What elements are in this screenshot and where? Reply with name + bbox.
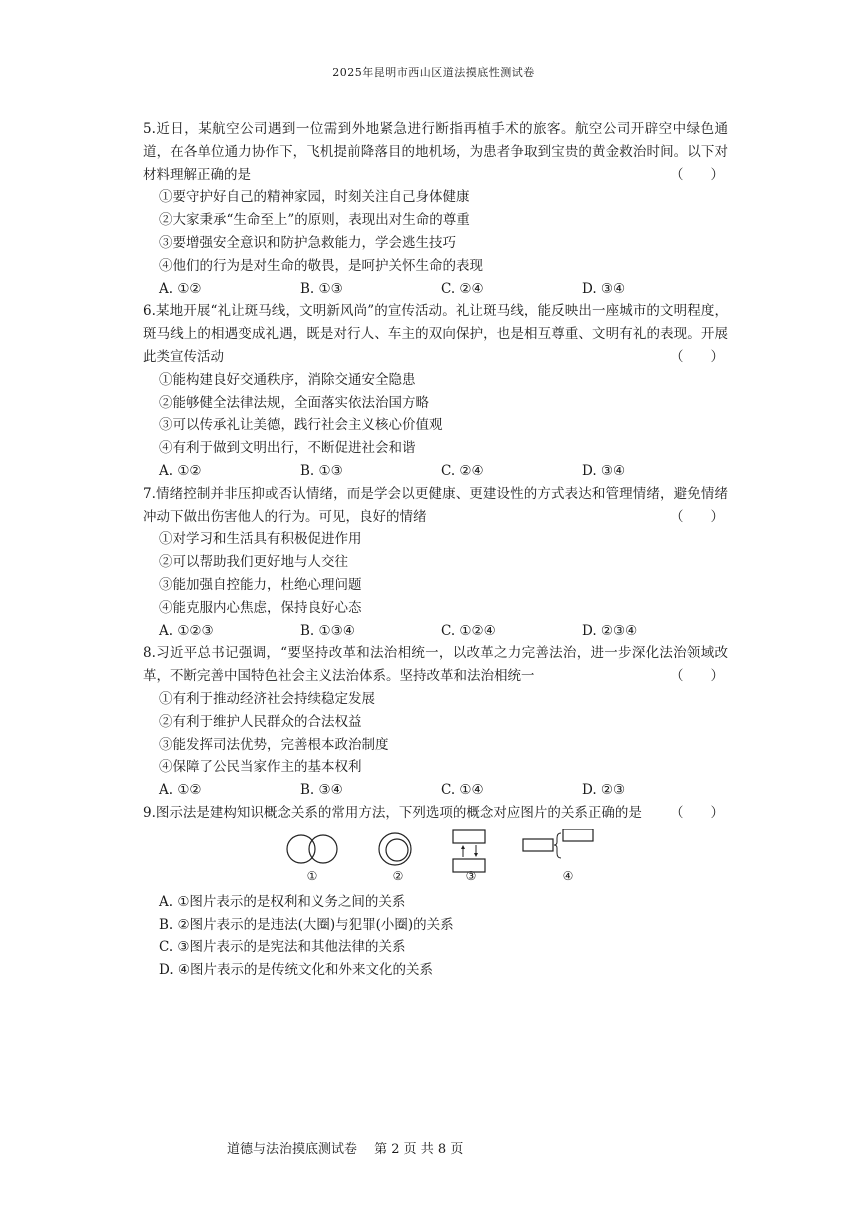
option-d[interactable]: D. ②③④ <box>582 622 638 639</box>
statement-item: ④有利于做到文明出行，不断促进社会和谐 <box>159 440 416 457</box>
footer-text: 道德与法治摸底测试卷 第 2 页 共 8 页 <box>227 1142 464 1157</box>
option-d[interactable]: D. ③④ <box>582 462 626 479</box>
question-text: 习近平总书记强调，“要坚持改革和法治相统一，以改革之力完善法治，进一步深化法治领域改革，不断完善中国特色社会主义法治体系。坚持改革和法治相统一 <box>143 645 728 685</box>
question-stem <box>143 300 728 368</box>
question-8 <box>143 642 728 802</box>
question-7 <box>143 483 728 643</box>
option-d[interactable]: D. ③④ <box>582 280 626 297</box>
page-header: 2025年昆明市西山区道法摸底性测试卷 <box>332 66 535 79</box>
question-stem <box>143 483 728 529</box>
option-c[interactable]: C. ②④ <box>441 280 484 297</box>
nested-circles-diagram <box>373 829 417 869</box>
answer-bracket: （ ） <box>670 348 724 365</box>
question-stem <box>143 642 728 688</box>
option-a[interactable]: A. ①② <box>159 462 202 479</box>
statement-item: ①有利于推动经济社会持续稳定发展 <box>159 690 375 707</box>
figure-label-4: ④ <box>562 868 574 883</box>
question-6 <box>143 300 728 482</box>
figure-label-3: ③ <box>465 868 477 883</box>
statement-item: ③能发挥司法优势，完善根本政治制度 <box>159 736 389 753</box>
figure-label-2: ② <box>392 868 404 883</box>
answer-options <box>143 620 728 643</box>
statement-item: ③可以传承礼让美德，践行社会主义核心价值观 <box>159 417 443 434</box>
statement-item: ④他们的行为是对生命的敬畏，是呵护关怀生命的表现 <box>159 257 483 274</box>
option-a[interactable]: A. ①②③ <box>159 622 214 639</box>
option-c[interactable]: C. ②④ <box>441 462 484 479</box>
question-9-stem <box>143 802 728 825</box>
answer-options <box>143 779 728 802</box>
question-text: 某地开展“礼让斑马线，文明新风尚”的宣传活动。礼让斑马线，能反映出一座城市的文明程度，斑马线上的相遇变成礼遇，既是对行人、车主的双向保护，也是相互尊重、文明有礼的表现。开展此类宣传活动 <box>143 303 728 365</box>
statement-item: ③要增强安全意识和防护急救能力，学会逃生技巧 <box>159 234 456 251</box>
option-c[interactable]: C. ③图片表示的是宪法和其他法律的关系 <box>159 939 406 956</box>
answer-bracket: （ ） <box>670 668 724 685</box>
option-a[interactable]: A. ①② <box>159 782 202 799</box>
answer-options <box>143 278 728 301</box>
option-c[interactable]: C. ①②④ <box>441 622 496 639</box>
brace-boxes-diagram <box>521 829 601 869</box>
option-a[interactable]: A. ①② <box>159 280 202 297</box>
figure-label-1: ① <box>306 868 318 883</box>
statement-item: ②能够健全法律法规，全面落实依法治国方略 <box>159 394 429 411</box>
question-stem <box>143 118 728 186</box>
option-b[interactable]: B. ①③ <box>300 280 343 297</box>
question-text: 图示法是建构知识概念关系的常用方法，下列选项的概念对应图片的关系正确的是 <box>155 804 642 821</box>
option-b[interactable]: B. ②图片表示的是违法(大圈)与犯罪(小圈)的关系 <box>159 916 454 933</box>
option-b[interactable]: B. ③④ <box>300 782 343 799</box>
question-number: 9. <box>143 804 156 821</box>
question-number: 5. <box>143 121 156 137</box>
option-c[interactable]: C. ①④ <box>441 782 484 799</box>
question-list <box>143 118 728 982</box>
statement-item: ②有利于维护人民群众的合法权益 <box>159 713 362 730</box>
question-text: 情绪控制并非压抑或否认情绪，而是学会以更健康、更建设性的方式表达和管理情绪，避免情绪冲动下做出伤害他人的行为。可见，良好的情绪 <box>143 485 728 525</box>
question-9 <box>143 802 728 982</box>
overlapping-circles-diagram <box>283 829 343 869</box>
statement-item: ②可以帮助我们更好地与人交往 <box>159 554 348 571</box>
option-b[interactable]: B. ①③ <box>300 462 343 479</box>
answer-bracket: （ ） <box>670 804 724 821</box>
diagram-figures <box>143 829 728 885</box>
statement-item: ③能加强自控能力，杜绝心理问题 <box>159 576 362 593</box>
option-d[interactable]: D. ④图片表示的是传统文化和外来文化的关系 <box>159 962 434 979</box>
statement-item: ②大家秉承“生命至上”的原则，表现出对生命的尊重 <box>159 212 470 229</box>
arrow-boxes-diagram <box>451 829 495 873</box>
answer-bracket: （ ） <box>670 166 724 183</box>
answer-options <box>143 460 728 483</box>
multiple-choice-questions <box>143 118 728 802</box>
statement-item: ①对学习和生活具有积极促进作用 <box>159 531 362 548</box>
answer-bracket: （ ） <box>670 508 724 525</box>
statement-item: ④能克服内心焦虑，保持良好心态 <box>159 599 362 616</box>
statement-item: ①能构建良好交通秩序，消除交通安全隐患 <box>159 371 416 388</box>
option-a[interactable]: A. ①图片表示的是权利和义务之间的关系 <box>159 893 406 910</box>
statement-item: ④保障了公民当家作主的基本权利 <box>159 759 362 776</box>
statement-item: ①要守护好自己的精神家园，时刻关注自己身体健康 <box>159 189 470 206</box>
option-d[interactable]: D. ②③ <box>582 782 626 799</box>
question-number: 6. <box>143 303 156 320</box>
question-text: 近日，某航空公司遇到一位需到外地紧急进行断指再植手术的旅客。航空公司开辟空中绿色通道，在各单位通力协作下，飞机提前降落目的地机场，为患者争取到宝贵的黄金救治时间。以下对材料理解正确的是 <box>143 121 728 183</box>
question-number: 7. <box>143 485 156 502</box>
question-number: 8. <box>143 645 156 662</box>
question-5 <box>143 118 728 300</box>
option-b[interactable]: B. ①③④ <box>300 622 355 639</box>
